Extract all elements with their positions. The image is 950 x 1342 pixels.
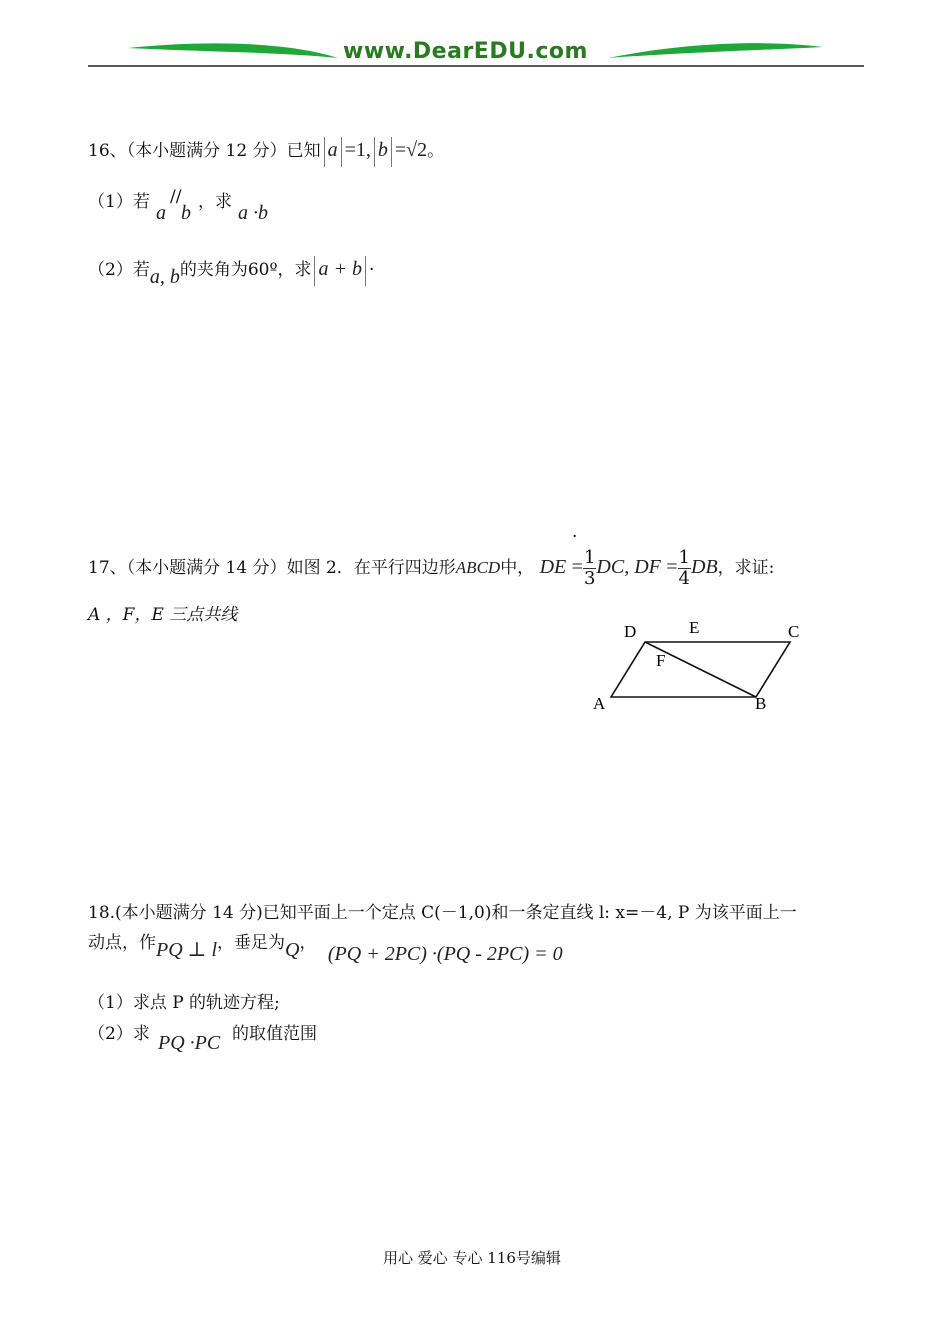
label-d: D — [624, 622, 637, 641]
q16-part2-text: 的夹角为60º，求 — [179, 260, 312, 280]
q18-part2-label: （2）求 — [88, 1024, 150, 1044]
label-f: F — [656, 651, 666, 670]
q17-zhong: 中， — [500, 558, 535, 578]
q17-dot-mark: · — [572, 527, 578, 547]
q16-eq1: =1, — [344, 139, 371, 161]
q16-part1-expr: a ·b — [238, 202, 268, 224]
site-name: www.DearEDU.com — [343, 39, 588, 64]
q17-frac-one-quarter — [678, 548, 691, 589]
q17-frac1-den: 3 — [583, 568, 596, 589]
right-swoosh — [608, 43, 823, 58]
q16-part2 — [88, 252, 374, 287]
q16-part1-a: a — [156, 202, 166, 224]
q18-line2 — [88, 930, 563, 971]
q17-suffix: ，求证: — [717, 558, 775, 578]
q17-abcd: ABCD — [455, 558, 501, 577]
q16-part1-b: b — [181, 202, 191, 224]
q18-line1: 18.(本小题满分 14 分)已知平面上一个定点 C(－1,0)和一条定直线 l: x=－4, P 为该平面上一 — [88, 903, 797, 923]
q18-part2-text: 的取值范围 — [232, 1024, 317, 1044]
label-b: B — [755, 694, 767, 713]
q18-pq-perp-l: PQ ⊥ l — [156, 939, 218, 961]
q17-de: DE — [539, 556, 567, 578]
q17-frac1-num: 1 — [583, 547, 596, 568]
q16-sqrt2: √2 — [406, 139, 428, 161]
label-e: E — [689, 618, 700, 637]
q16-part1-label: （1）若 — [88, 192, 150, 212]
label-c: C — [788, 622, 800, 641]
q17-frac2-den: 4 — [678, 568, 690, 589]
q18-q: Q — [285, 939, 300, 961]
q16-part2-end: · — [368, 260, 375, 280]
q17-prefix: 17、（本小题满分 14 分）如图 2．在平行四边形 — [88, 558, 456, 578]
label-a: A — [593, 694, 606, 713]
q17-line2: A ，F，E 三点共线 — [88, 605, 238, 625]
q18-comma: ， — [299, 933, 317, 953]
q18-part2-expr: PQ ·PC — [158, 1032, 221, 1054]
page-footer: 用心 爱心 专心 116号编辑 — [383, 1249, 561, 1267]
q16-prefix: 16、（本小题满分 12 分）已知 — [88, 141, 321, 161]
q17-frac-one-third — [583, 548, 596, 589]
q18-part1: （1）求点 P 的轨迹方程; — [88, 993, 280, 1013]
parallelogram-diagram — [585, 610, 815, 720]
q17-frac2-num: 1 — [678, 547, 690, 568]
q16-part2-ab: a, b — [149, 266, 180, 288]
q16-stem — [88, 133, 444, 168]
q18-foot: ，垂足为 — [217, 933, 286, 953]
left-swoosh — [128, 43, 338, 58]
q16-part1-parallel: // — [170, 187, 182, 207]
q17-db: DB — [691, 556, 718, 578]
q16-part2-label: （2）若 — [88, 260, 150, 280]
q16-part2-expr: a + b — [318, 258, 362, 280]
q17-dc-df: DC, DF — [596, 556, 661, 578]
q17-stem — [88, 545, 774, 590]
q16-abs-b: b — [377, 139, 388, 161]
header-banner — [88, 30, 864, 70]
q16-abs-a: a — [327, 139, 338, 161]
q18-equation: (PQ + 2PC) ·(PQ - 2PC) = 0 — [327, 943, 563, 965]
q16-eq2: = — [394, 139, 407, 161]
q16-end: 。 — [427, 141, 445, 161]
q16-part1-ask: ，求 — [198, 192, 232, 212]
q17-eq2: = — [666, 556, 678, 578]
q18-make: 动点，作 — [88, 933, 156, 953]
q17-eq1: = — [571, 556, 583, 578]
